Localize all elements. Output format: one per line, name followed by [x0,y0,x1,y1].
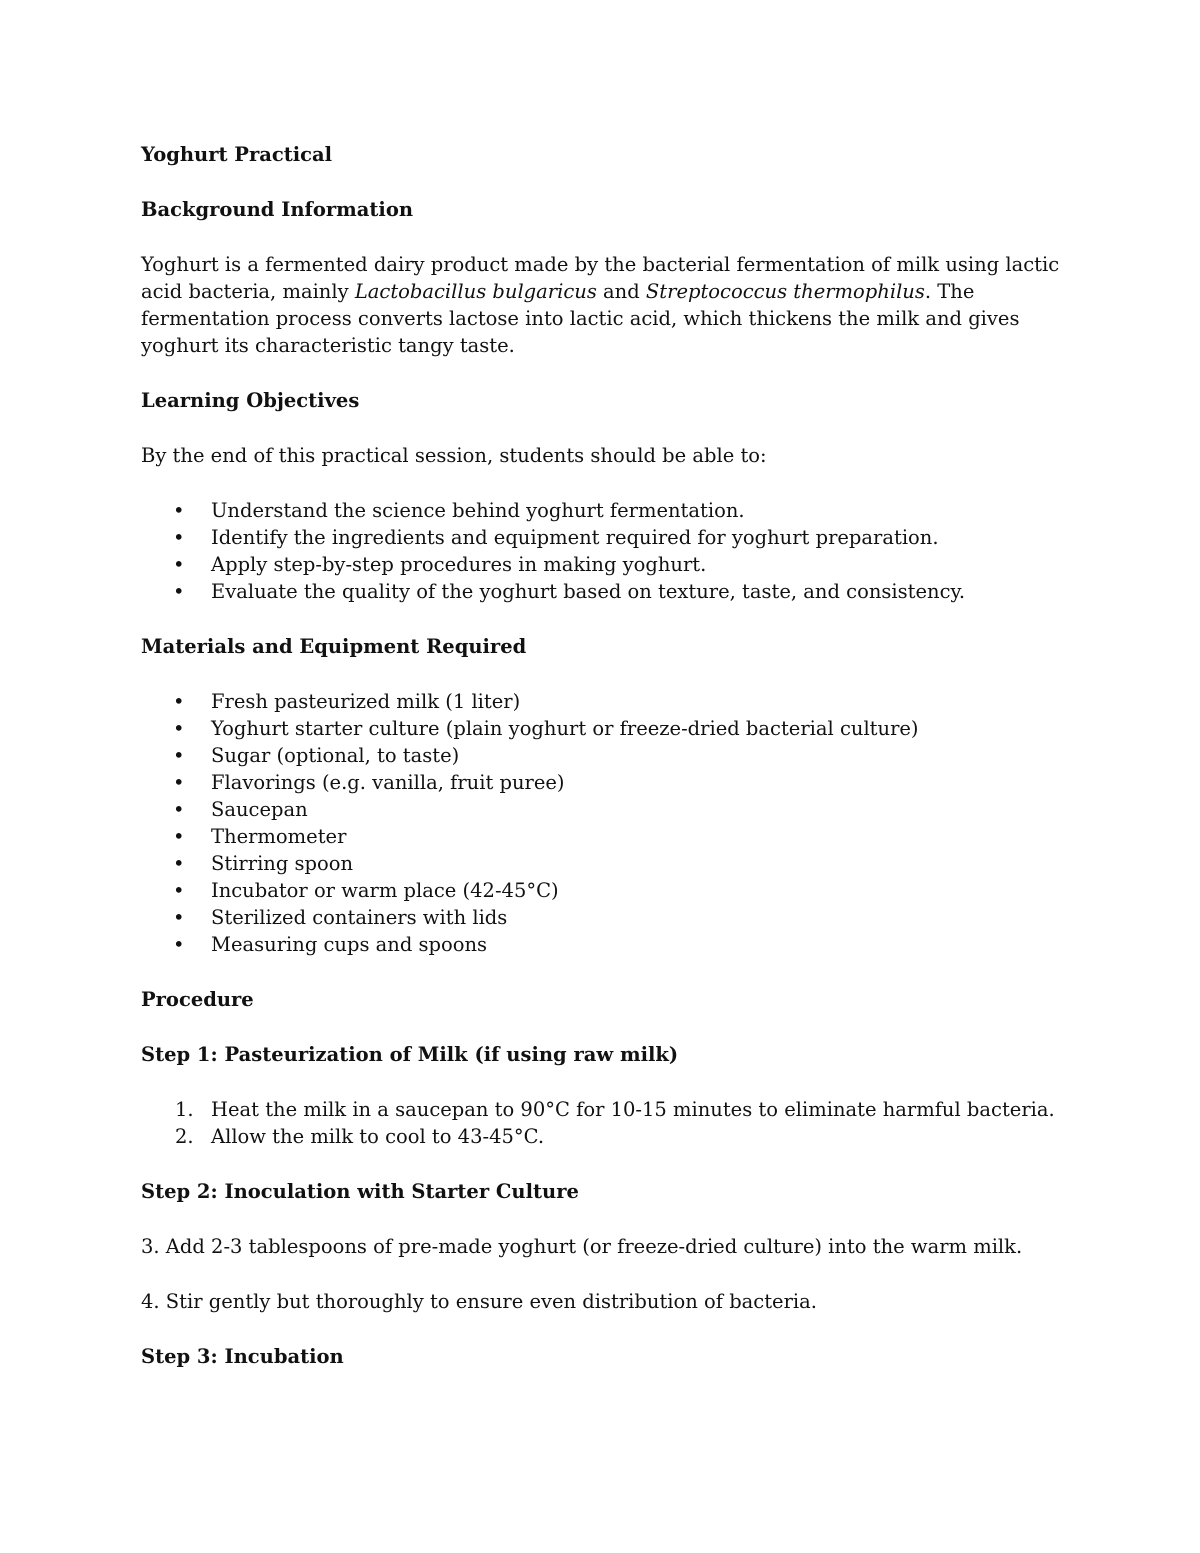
list-item-text: Heat the milk in a saucepan to 90°C for 10-15 minutes to eliminate harmful bacteria. [211,1098,1055,1121]
document-title: Yoghurt Practical [141,143,333,166]
step3-heading: Step 3: Incubation [141,1345,344,1368]
list-number: 1. [175,1098,194,1121]
list-item-text: Understand the science behind yoghurt fermentation. [211,499,745,522]
bullet-icon: • [173,771,185,794]
list-item [141,796,1081,823]
bullet-icon: • [173,798,185,821]
bullet-icon: • [173,580,185,603]
list-item [141,904,1081,931]
background-text-2: and [596,280,646,303]
step2-paragraph-4: 4. Stir gently but thoroughly to ensure even distribution of bacteria. [141,1290,817,1313]
list-item-text: Fresh pasteurized milk (1 liter) [211,690,521,713]
list-item-text: Sugar (optional, to taste) [211,744,460,767]
species-streptococcus: Streptococcus thermophilus [645,280,925,303]
list-item-text: Incubator or warm place (42-45°C) [211,879,559,902]
materials-list [141,688,1081,958]
list-item [141,1123,1081,1150]
objectives-intro: By the end of this practical session, students should be able to: [141,444,767,467]
bullet-icon: • [173,933,185,956]
list-item [141,715,1081,742]
procedure-heading: Procedure [141,988,254,1011]
bullet-icon: • [173,825,185,848]
list-item-text: Apply step-by-step procedures in making yoghurt. [211,553,707,576]
list-item-text: Allow the milk to cool to 43-45°C. [211,1125,545,1148]
objectives-list [141,497,1081,605]
list-item-text: Thermometer [211,825,347,848]
background-heading: Background Information [141,198,414,221]
list-number: 2. [175,1125,194,1148]
background-text-1: Yoghurt is a fermented dairy product made by the bacterial fermentation of milk using lactic acid bacteria, mainly [141,253,1060,303]
list-item [141,578,1081,605]
bullet-icon: • [173,499,185,522]
list-item [141,823,1081,850]
objectives-heading: Learning Objectives [141,389,360,412]
step2-paragraph-3: 3. Add 2-3 tablespoons of pre-made yoghurt (or freeze-dried culture) into the warm milk. [141,1235,1023,1258]
list-item [141,850,1081,877]
list-item [141,551,1081,578]
bullet-icon: • [173,553,185,576]
bullet-icon: • [173,879,185,902]
list-item [141,497,1081,524]
step1-heading: Step 1: Pasteurization of Milk (if using raw milk) [141,1043,679,1066]
list-item-text: Identify the ingredients and equipment required for yoghurt preparation. [211,526,939,549]
list-item [141,769,1081,796]
list-item [141,742,1081,769]
list-item-text: Yoghurt starter culture (plain yoghurt or freeze-dried bacterial culture) [211,717,919,740]
step1-list [141,1096,1081,1150]
materials-heading: Materials and Equipment Required [141,635,527,658]
bullet-icon: • [173,526,185,549]
list-item [141,688,1081,715]
bullet-icon: • [173,690,185,713]
list-item-text: Stirring spoon [211,852,354,875]
bullet-icon: • [173,744,185,767]
species-lactobacillus: Lactobacillus bulgaricus [354,280,597,303]
background-paragraph [141,251,1081,359]
bullet-icon: • [173,906,185,929]
list-item [141,877,1081,904]
bullet-icon: • [173,717,185,740]
list-item [141,524,1081,551]
list-item-text: Flavorings (e.g. vanilla, fruit puree) [211,771,565,794]
list-item-text: Evaluate the quality of the yoghurt based on texture, taste, and consistency. [211,580,966,603]
list-item [141,931,1081,958]
bullet-icon: • [173,852,185,875]
list-item-text: Saucepan [211,798,308,821]
list-item-text: Measuring cups and spoons [211,933,488,956]
background-text-3: . The fermentation process converts lactose into lactic acid, which thickens the milk and gives yoghurt its characteristic tangy taste. [141,280,1020,357]
step2-heading: Step 2: Inoculation with Starter Culture [141,1180,579,1203]
list-item [141,1096,1081,1123]
list-item-text: Sterilized containers with lids [211,906,508,929]
document-content [141,141,1081,1398]
